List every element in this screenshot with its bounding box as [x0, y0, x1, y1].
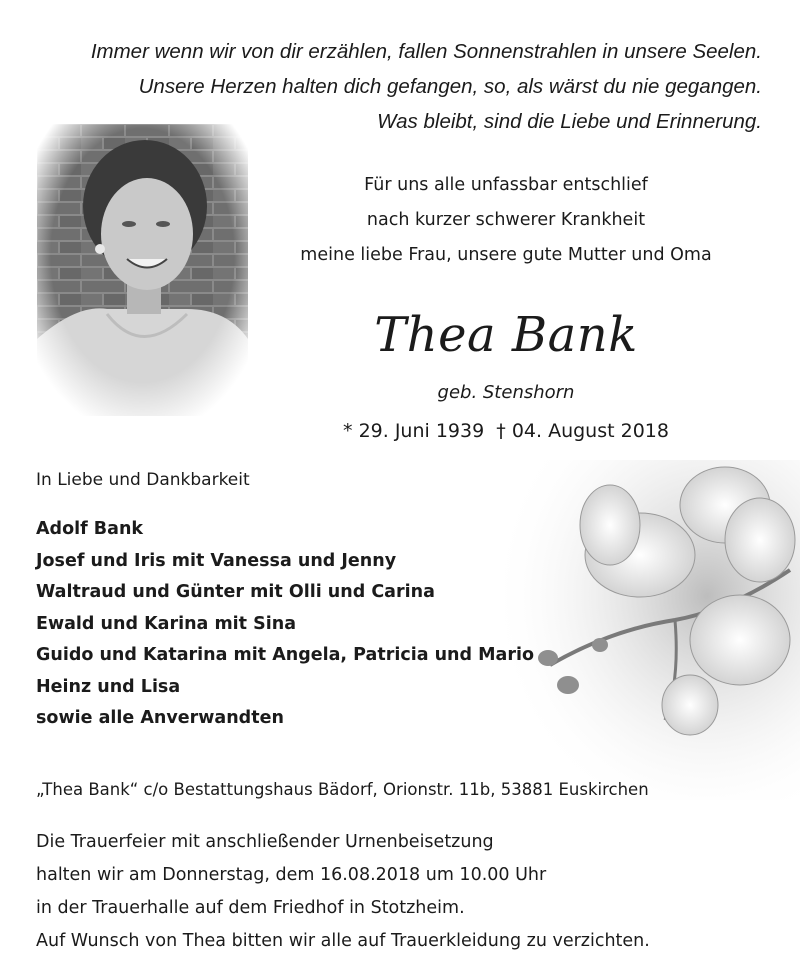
- cross-icon: †: [496, 420, 506, 442]
- birth-name: geb. Stenshorn: [437, 382, 575, 403]
- mourner-name: Waltraud und Günter mit Olli und Carina: [36, 582, 435, 602]
- life-dates: [290, 420, 722, 442]
- mourner-name: Ewald und Karina mit Sina: [36, 613, 297, 634]
- intro-line: meine liebe Frau, unsere gute Mutter und Oma: [300, 245, 712, 265]
- service-line: Auf Wunsch von Thea bitten wir alle auf Trauerkleidung zu verzichten.: [36, 931, 650, 951]
- portrait-image: [37, 124, 248, 416]
- orchid-decoration: [490, 460, 800, 800]
- mourner-name: Heinz und Lisa: [36, 676, 181, 697]
- contact-address: „Thea Bank“ c/o Bestattungshaus Bädorf, Orionstr. 11b, 53881 Euskirchen: [36, 780, 649, 799]
- birth-date: * 29. Juni 1939: [343, 420, 485, 442]
- mourners-list: [36, 514, 534, 735]
- mourners-intro: In Liebe und Dankbarkeit: [36, 470, 250, 490]
- mourner-name: Adolf Bank: [36, 519, 144, 539]
- service-line: in der Trauerhalle auf dem Friedhof in Stotzheim.: [36, 898, 465, 918]
- orchid-icon: [490, 460, 800, 800]
- death-date: 04. August 2018: [511, 420, 669, 442]
- service-line: halten wir am Donnerstag, dem 16.08.2018 um 10.00 Uhr: [36, 865, 547, 885]
- service-info: [36, 826, 650, 958]
- intro-line: nach kurzer schwerer Krankheit: [366, 210, 646, 230]
- poem-line: Immer wenn wir von dir erzählen, fallen Sonnenstrahlen in unsere Seelen.: [90, 40, 762, 63]
- portrait-photo: [37, 124, 248, 416]
- mourner-name: Josef und Iris mit Vanessa und Jenny: [36, 550, 397, 571]
- poem-line: Unsere Herzen halten dich gefangen, so, als wärst du nie gegangen.: [138, 75, 762, 98]
- poem-line: Was bleibt, sind die Liebe und Erinnerung.: [377, 110, 762, 133]
- deceased-name: Thea Bank: [374, 307, 638, 363]
- service-line: Die Trauerfeier mit anschließender Urnenbeisetzung: [36, 832, 494, 852]
- mourner-name: Guido und Katarina mit Angela, Patricia und Mario: [36, 645, 535, 665]
- intro-text: [290, 168, 722, 273]
- intro-line: Für uns alle unfassbar entschlief: [364, 175, 648, 195]
- mourner-name: sowie alle Anverwandten: [36, 708, 284, 728]
